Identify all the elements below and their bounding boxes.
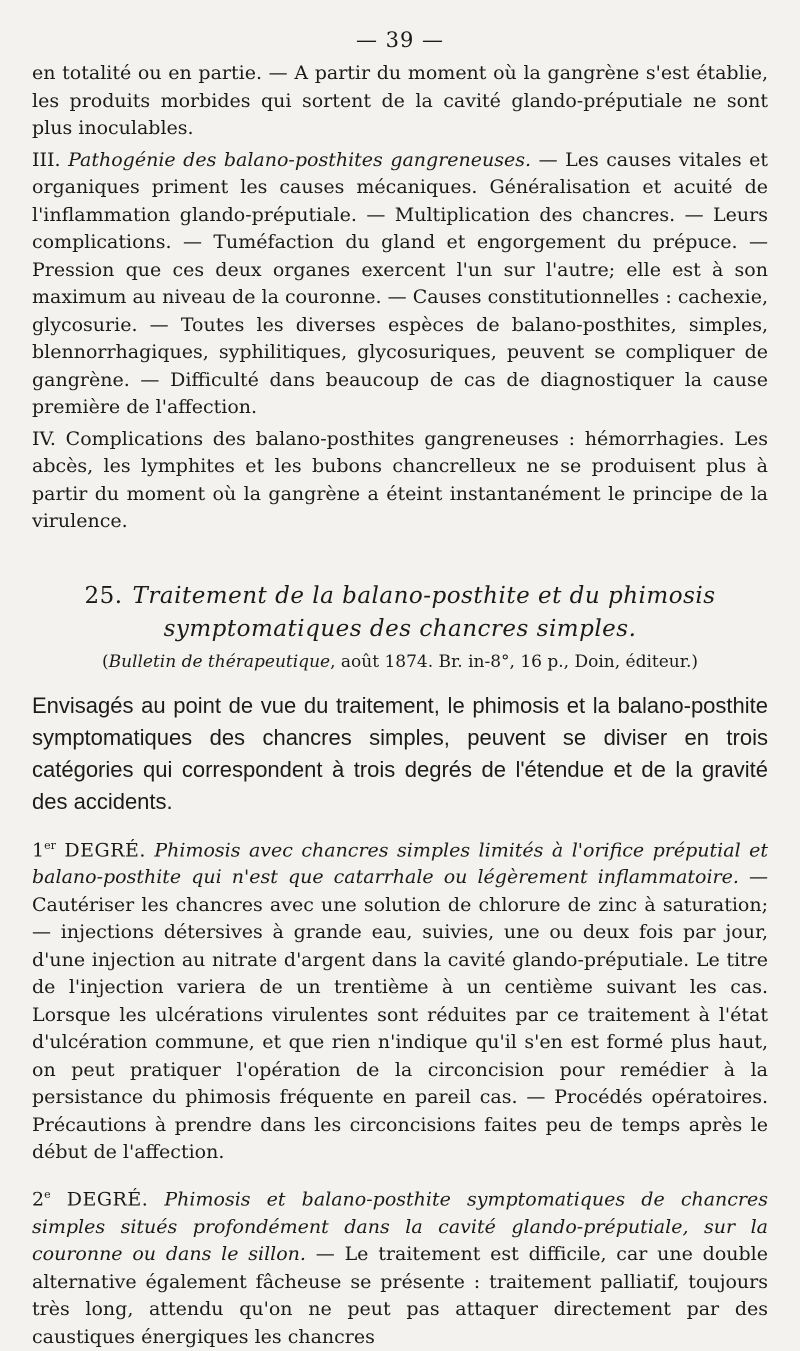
page-number: — 39 — [355, 28, 445, 52]
biblio-details: , août 1874. Br. in-8°, 16 p., Doin, éditeur. [330, 651, 692, 672]
intro-paragraph: Envisagés au point de vue du traitement, le phimosis et la balano-posthite symptomatiques des chancres simples, peuvent se diviser en trois catégories qui correspondent à trois degrés de l'étendue et de la gravité des accidents. [32, 692, 768, 814]
section-4-text: Complications des balano-posthites gangreneuses : hémorrhagies. Les abcès, les lymphites et les bubons chancrelleux ne se produisent plus à partir du moment où la gangrène a éteint instantanément le principe de la virulence. [32, 427, 768, 532]
section-3-title: Pathogénie des balano-posthites gangreneuses. [68, 148, 532, 171]
section-3-text: — Les causes vitales et organiques priment les causes mécaniques. Généralisation et acuité de l'inflammation glando-préputiale. — Multiplication des chancres. — Leurs complications. — Tuméfaction du gland et engorgement du prépuce. — Pression que ces deux organes exercent l'un sur l'autre; elle est à son maximum au niveau de la couronne. — Causes constitutionnelles : cachexie, glycosurie. — Toutes les diverses espèces de balano-posthites, simples, blennorrhagiques, syphilitiques, glycosuriques, peuvent se compliquer de gangrène. — Difficulté dans beaucoup de cas de diagnostiquer la cause première de l'affection. [32, 148, 769, 418]
degree-2-paragraph [32, 1181, 768, 1351]
biblio-journal: Bulletin de thérapeutique [108, 651, 331, 672]
degree-2-number: 2 [32, 1188, 45, 1211]
section-3 [32, 147, 768, 422]
page [32, 28, 768, 1351]
section-4 [32, 426, 768, 536]
section-3-number: III. [32, 148, 61, 171]
degree-2-label: DEGRÉ. [66, 1188, 149, 1211]
degree-1-title: Phimosis avec chancres simples limités à l'orifice préputial et balano-posthite qui n'est que catarrhale ou légèrement inflammatoire. [32, 838, 768, 889]
degree-1-label: DEGRÉ. [64, 838, 146, 861]
degree-1-paragraph [32, 832, 768, 1167]
section-4-number: IV. [32, 427, 56, 450]
degree-1-number: 1 [32, 838, 45, 861]
degree-1-sup: er [44, 838, 56, 852]
section-heading [32, 580, 768, 646]
heading-title: Traitement de la balano-posthite et du phimosis symptomatiques des chancres simples. [132, 582, 716, 642]
bibliographic-note: (Bulletin de thérapeutique, août 1874. Br. in-8°, 16 p., Doin, éditeur.) [101, 651, 699, 672]
degree-1-text: — Cautériser les chancres avec une solution de chlorure de zinc à saturation; — injections détersives à grande eau, suivies, une ou deux fois par jour, d'une injection au nitrate d'argent dans la cavité glando-préputiale. Le titre de l'injection variera de un trentième à un centième suivant les cas. Lorsque les ulcérations virulentes sont réduites par ce traitement à l'état d'ulcération commune, et que rien n'indique qu'il s'en est formé plus haut, on peut pratiquer l'opération de la circoncision pour remédier à la persistance du phimosis fréquente en pareil cas. — Procédés opératoires. Précautions à prendre dans les circoncisions faites peu de temps après le début de l'affection. [32, 866, 768, 1164]
degree-2-text: — Le traitement est difficile, car une double alternative également fâcheuse se présente : traitement palliatif, toujours très long, attendu qu'on ne peut pas attaquer directement par des caustiques énergiques les chancres [32, 1243, 769, 1348]
degree-2-sup: e [44, 1187, 51, 1201]
heading-number: 25. [84, 582, 123, 609]
degree-2-title: Phimosis et balano-posthite symptomatiques de chancres simples situés profondément dans la cavité glando-préputiale, sur la couronne ou dans le sillon. [32, 1188, 768, 1266]
paragraph-top: en totalité ou en partie. — A partir du moment où la gangrène s'est établie, les produits morbides qui sortent de la cavité glando-préputiale ne sont plus inoculables. [32, 62, 768, 139]
